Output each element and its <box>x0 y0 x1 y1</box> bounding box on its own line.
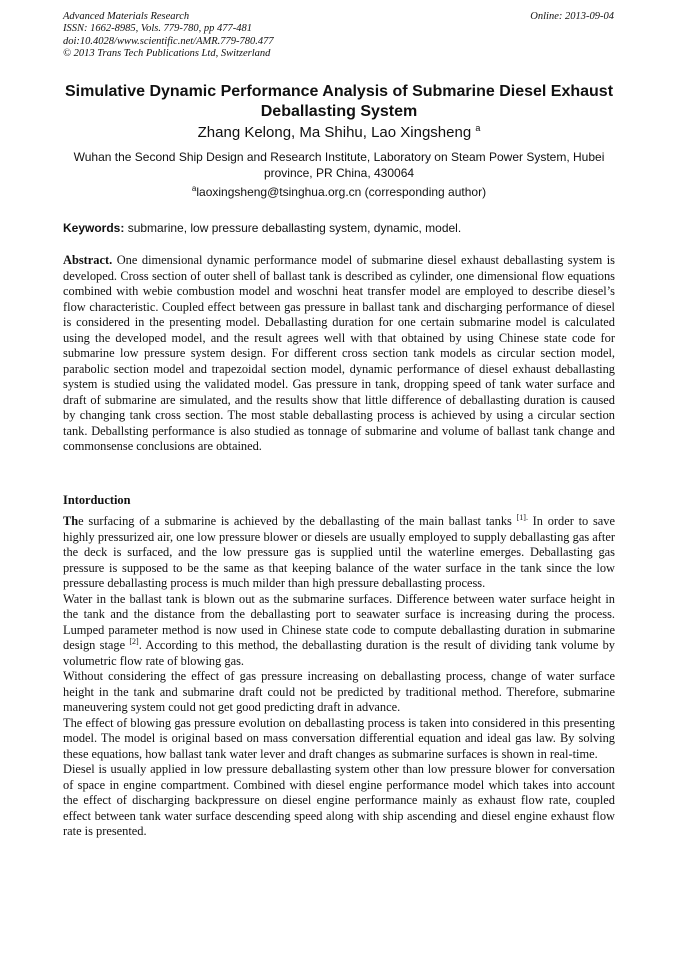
section-heading-introduction: Intorduction <box>63 493 131 507</box>
introduction-body <box>63 514 615 840</box>
authors-text: Zhang Kelong, Ma Shihu, Lao Xingsheng <box>197 124 472 141</box>
intro-paragraph-3: Without considering the effect of gas pressure increasing on deballasting process, change of water surface height in the tank and submarine draft could not be predicted by traditional method. Therefore, submarine maneuvering system could not get good predicting draft in advance. <box>63 669 615 714</box>
paragraph-text: In order to save highly pressurized air, one low pressure blower or diesels are usually employed to supply deballasting gas after the deck is surfaced, and the low pressure gas is supplied until the waterline emerges. Deballasting gas pressure is supposed to be the same as that keeping balance of the water surface in the tank since the low pressure deballasting process is much milder than high pressure deballasting process. <box>63 514 615 590</box>
paragraph-text: e surfacing of a submarine is achieved by the deballasting of the main ballast tanks <box>78 514 512 528</box>
doi-line: doi:10.4028/www.scientific.net/AMR.779-780.477 <box>63 35 274 47</box>
abstract-label: Abstract. <box>63 253 113 267</box>
online-date: Online: 2013-09-04 <box>530 11 614 22</box>
author-list <box>50 124 628 142</box>
email-superscript: a <box>191 184 197 193</box>
paper-title: Simulative Dynamic Performance Analysis of Submarine Diesel Exhaust Deballasting System <box>64 83 614 120</box>
keywords-text: submarine, low pressure deballasting system, dynamic, model. <box>124 221 462 235</box>
abstract-block <box>63 253 615 455</box>
citation-ref-2: [2] <box>129 637 139 646</box>
keywords-label: Keywords: <box>63 221 125 235</box>
contact-email <box>63 184 615 200</box>
journal-header <box>63 11 423 60</box>
intro-paragraph-1 <box>63 514 615 592</box>
keywords-block <box>63 220 615 236</box>
abstract-text: One dimensional dynamic performance model of submarine diesel exhaust deballasting system is developed. Cross section of outer shell of ballast tank is described as cylinder, one dimensional flow equations combined with webie combustion model and woschni heat transfer model are employed to describe diesel’s flow characteristic. Coupled effect between gas pressure in ballast tank and discharging performance of diesel is considered in the presenting model. Deballasting duration for one certain submarine model is calculated using the developed model, and the result agrees well with that obtained by using Chinese state code for submarine low pressure system design. For different cross section tank models as circular section model, parabolic section model and trapezoidal section model, dynamic performance of diesel exhaust deballasting system is studied using the validated model. Gas pressure in tank, dropping speed of tank water surface and draft of submarine are simulated, and the results show that little difference of deballasting duration is caused by changing tank cross section. The most stable deballasting process is achieved by using a circular section tank. Deballsting performance is also studied as tonnage of submarine and volume of ballast tank change and commonsense conclusions are obtained. <box>63 253 615 453</box>
issn-line: ISSN: 1662-8985, Vols. 779-780, pp 477-481 <box>63 23 252 35</box>
citation-ref-1: [1]. <box>516 513 528 522</box>
intro-paragraph-2 <box>63 592 615 670</box>
affiliation: Wuhan the Second Ship Design and Research Institute, Laboratory on Steam Power System, Hubei province, PR China, 430064 <box>73 150 605 180</box>
journal-name: Advanced Materials Research <box>63 11 190 22</box>
author-superscript: a <box>475 123 481 133</box>
intro-paragraph-4: The effect of blowing gas pressure evolution on deballasting process is taken into considered in this presenting model. The model is original based on mass conversation differential equation and ideal gas law. By solving these equations, how ballast tank water lever and draft changes as submarine surfaces is shown in real-time. <box>63 715 615 761</box>
paragraph-text: . According to this method, the deballasting duration is the result of dividing tank volume by volumetric flow rate of blowing gas. <box>63 638 615 668</box>
email-text: laoxingsheng@tsinghua.org.cn (corresponding author) <box>196 185 487 199</box>
paragraph-lead-letters: Th <box>63 514 79 528</box>
copyright-line: © 2013 Trans Tech Publications Ltd, Switzerland <box>63 47 271 59</box>
intro-paragraph-5: Diesel is usually applied in low pressure deballasting system other than low pressure blower for conversation of space in engine compartment. Combined with diesel engine performance model which takes into account the effect of discharging backpressure on diesel engine performance mainly as exhaust flow rate, coupled effect between tank water surface descending speed along with ship ascending and diesel engine exhaust flow rate is presented. <box>63 762 615 838</box>
paragraph-text: Water in the ballast tank is blown out as the submarine surfaces. Difference between water surface height in the tank and the distance from the deballasting port to seawater surface is increasing during the process. Lumped parameter method is now used in Chinese state code to compute deballasting duration in submarine design stage <box>63 591 615 652</box>
